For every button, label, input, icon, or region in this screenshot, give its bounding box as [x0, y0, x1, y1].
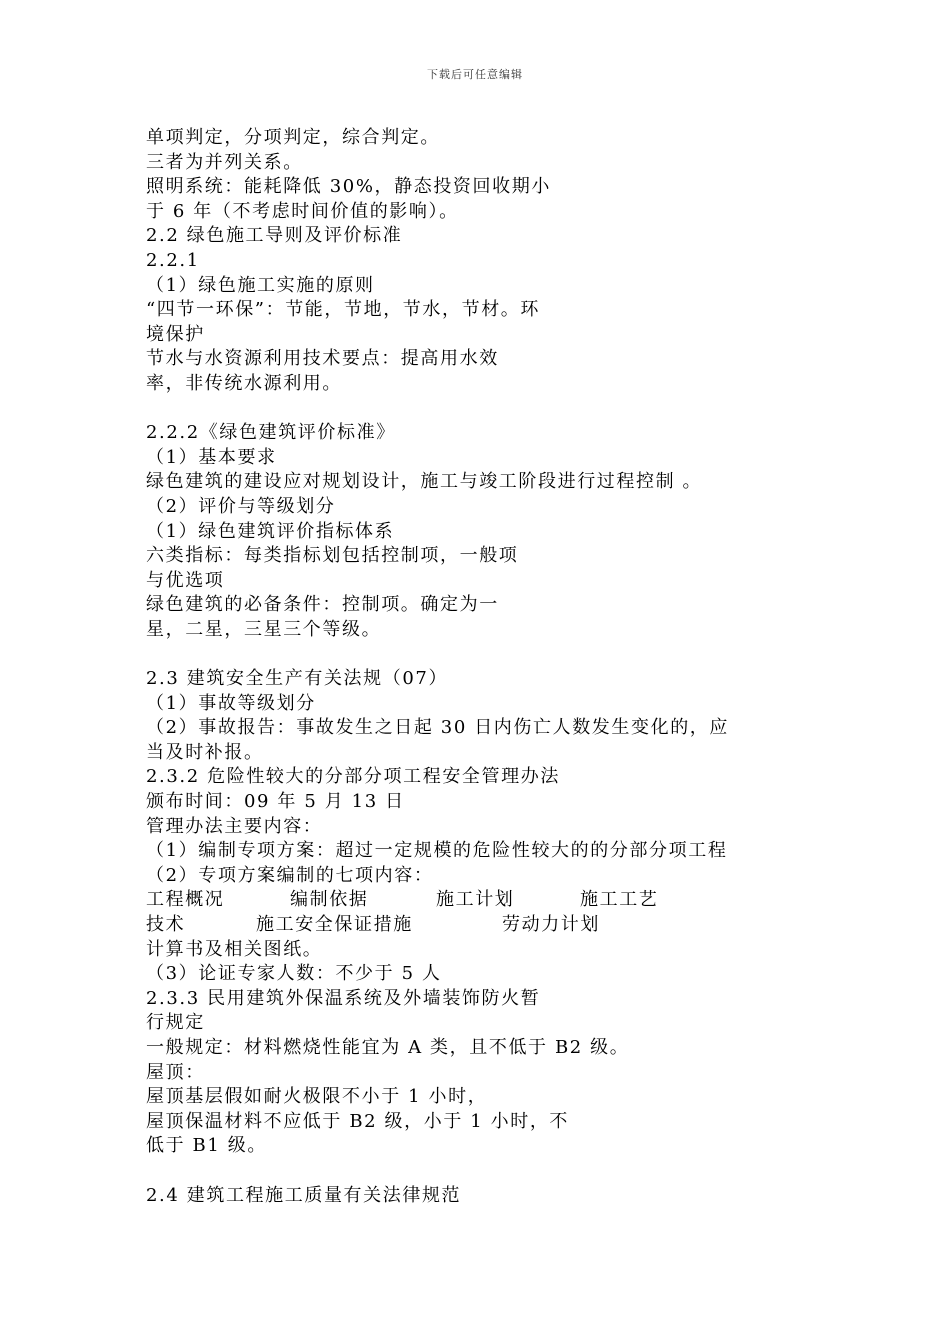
text-line: （1）绿色建筑评价指标体系	[146, 520, 395, 542]
text-line: 绿色建筑的建设应对规划设计，施工与竣工阶段进行过程控制 。	[146, 471, 703, 493]
text-line: 境保护	[146, 323, 205, 345]
plan-item: 技术	[146, 914, 186, 935]
text-line: 三者为并列关系。	[146, 151, 303, 173]
text-line: （2）专项方案编制的七项内容：	[146, 864, 434, 886]
plan-items-row-2	[146, 913, 836, 938]
plan-item: 劳动力计划	[502, 914, 600, 935]
plan-item: 编制依据	[290, 889, 369, 911]
text-line: 率，非传统水源利用。	[146, 372, 342, 394]
text-line: 屋顶：	[146, 1061, 205, 1083]
blank-line	[146, 1159, 836, 1184]
plan-item: 施工安全保证措施	[256, 914, 413, 935]
text-line: 绿色建筑的必备条件：控制项。确定为一	[146, 594, 499, 616]
text-line: 六类指标：每类指标划包括控制项，一般项	[146, 545, 519, 567]
text-line: 单项判定，分项判定，综合判定。	[146, 127, 440, 148]
blank-line	[146, 642, 836, 667]
section-heading: 2.3.2 危险性较大的分部分项工程安全管理办法	[146, 766, 560, 788]
section-heading: 2.4 建筑工程施工质量有关法律规范	[146, 1184, 462, 1206]
plan-item: 工程概况	[146, 889, 225, 911]
section-heading: 2.2.1	[146, 249, 200, 271]
text-line: （1）绿色施工实施的原则	[146, 274, 375, 296]
plan-items-row-1	[146, 888, 836, 913]
text-line: 一般规定：材料燃烧性能宜为 A 类，且不低于 B2 级。	[146, 1036, 630, 1058]
blank-line	[146, 397, 836, 422]
section-heading: 2.3 建筑安全生产有关法规（07）	[146, 668, 449, 690]
text-line: （2）事故报告：事故发生之日起 30 日内伤亡人数发生变化的，应	[146, 717, 729, 739]
text-line: 于 6 年（不考虑时间价值的影响）。	[146, 200, 459, 222]
plan-item: 施工工艺	[580, 889, 659, 911]
text-line: （1）基本要求	[146, 446, 277, 468]
text-line: 管理办法主要内容：	[146, 815, 323, 837]
text-line: （3）论证专家人数：不少于 5 人	[146, 963, 442, 985]
text-line: 屋顶保温材料不应低于 B2 级，小于 1 小时，不	[146, 1110, 570, 1132]
document-body	[146, 126, 836, 1208]
text-line: 星，二星，三星三个等级。	[146, 618, 382, 640]
text-line: 节水与水资源利用技术要点：提高用水效	[146, 348, 499, 370]
text-line: 低于 B1 级。	[146, 1135, 267, 1157]
text-line: 颁布时间：09 年 5 月 13 日	[146, 791, 405, 813]
plan-item: 施工计划	[436, 889, 515, 911]
section-heading: 2.2 绿色施工导则及评价标准	[146, 225, 403, 247]
text-line: 当及时补报。	[146, 741, 264, 763]
text-line: 屋顶基层假如耐火极限不小于 1 小时，	[146, 1086, 488, 1108]
text-line: 行规定	[146, 1012, 205, 1034]
text-line: 与优选项	[146, 569, 225, 591]
text-line: 计算书及相关图纸。	[146, 938, 323, 960]
text-line: “四节一环保”：节能，节地，节水，节材。环	[146, 299, 541, 321]
page-header: 下载后可任意编辑	[427, 68, 523, 81]
text-line: （1）编制专项方案：超过一定规模的危险性较大的的分部分项工程	[146, 840, 728, 862]
text-line: 照明系统：能耗降低 30%，静态投资回收期小	[146, 176, 551, 198]
section-heading: 2.3.3 民用建筑外保温系统及外墙装饰防火暂	[146, 987, 541, 1009]
text-line: （1）事故等级划分	[146, 692, 316, 714]
section-heading: 2.2.2《绿色建筑评价标准》	[146, 422, 396, 444]
text-line: （2）评价与等级划分	[146, 495, 336, 517]
